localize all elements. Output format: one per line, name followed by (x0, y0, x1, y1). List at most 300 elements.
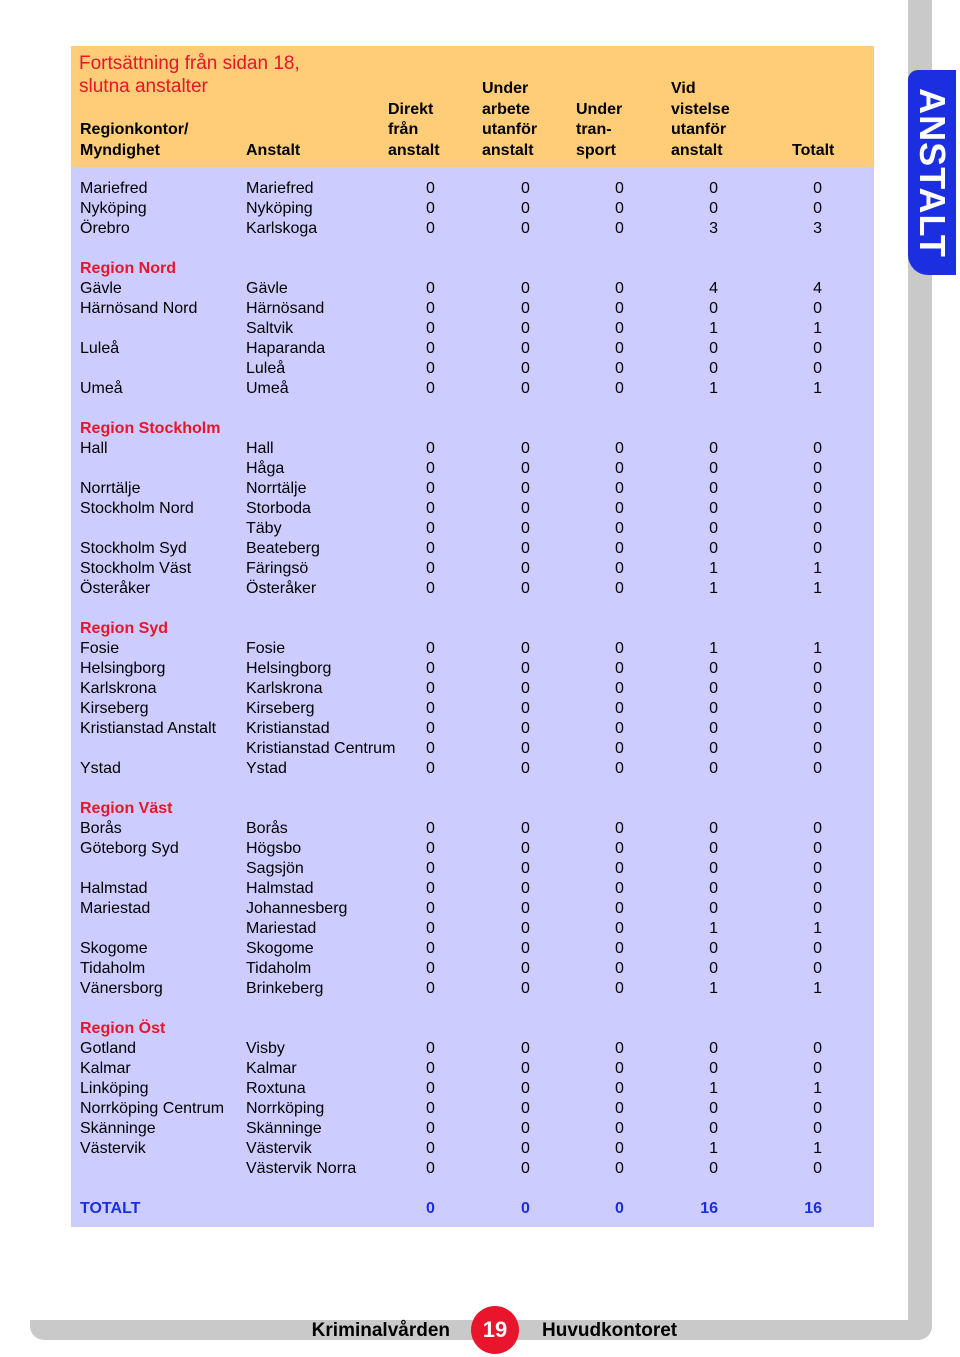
cell-value: 0 (426, 180, 435, 197)
cell-value: 0 (813, 340, 822, 357)
cell-value: 1 (709, 380, 718, 397)
section-tab-label: ANSTALT (912, 87, 954, 258)
table-row (71, 859, 874, 879)
table-row (71, 879, 874, 899)
section-tab (908, 70, 956, 275)
cell-value: 0 (709, 720, 718, 737)
cell-value: 0 (426, 340, 435, 357)
column-header-direct (388, 100, 440, 168)
cell-value: 0 (615, 1140, 624, 1157)
table-title-line1: Fortsättning från sidan 18, (79, 53, 300, 74)
cell-anstalt: Härnösand (246, 300, 325, 317)
table-title (79, 52, 300, 98)
cell-value: 0 (426, 940, 435, 957)
cell-value: 0 (521, 700, 530, 717)
footer-office: Huvudkontoret (542, 1320, 678, 1341)
table-row (71, 899, 874, 919)
cell-value: 0 (615, 640, 624, 657)
cell-anstalt: Brinkeberg (246, 980, 324, 997)
cell-anstalt: Storboda (246, 500, 311, 517)
cell-value: 0 (521, 920, 530, 937)
region-heading (71, 619, 874, 639)
cell-value: 0 (521, 200, 530, 217)
cell-value: 0 (813, 500, 822, 517)
total-row (71, 1199, 874, 1219)
cell-value: 0 (709, 1120, 718, 1137)
total-cell: 0 (521, 1200, 530, 1217)
row-spacer (71, 599, 874, 619)
cell-value: 0 (426, 680, 435, 697)
cell-region: Halmstad (80, 880, 148, 897)
cell-region: Helsingborg (80, 660, 166, 677)
cell-region: Kalmar (80, 1060, 131, 1077)
cell-value: 0 (813, 1160, 822, 1177)
cell-value: 1 (813, 380, 822, 397)
page-footer (0, 1306, 960, 1356)
cell-value: 0 (813, 480, 822, 497)
cell-anstalt: Håga (246, 460, 285, 477)
cell-value: 0 (813, 940, 822, 957)
cell-anstalt: Beateberg (246, 540, 320, 557)
cell-value: 0 (521, 1160, 530, 1177)
cell-region: Karlskrona (80, 680, 157, 697)
column-header-line: utanför (671, 121, 727, 138)
cell-value: 0 (709, 200, 718, 217)
row-spacer (71, 1179, 874, 1199)
cell-value: 0 (709, 1040, 718, 1057)
cell-value: 1 (813, 560, 822, 577)
cell-value: 4 (813, 280, 822, 297)
cell-value: 0 (615, 1060, 624, 1077)
region-heading (71, 799, 874, 819)
cell-value: 0 (426, 640, 435, 657)
cell-value: 0 (521, 1040, 530, 1057)
table-row (71, 199, 874, 219)
cell-value: 0 (813, 540, 822, 557)
cell-value: 0 (426, 1160, 435, 1177)
cell-value: 0 (521, 740, 530, 757)
cell-value: 0 (709, 760, 718, 777)
table-row (71, 1139, 874, 1159)
cell-value: 0 (709, 960, 718, 977)
cell-value: 3 (813, 220, 822, 237)
cell-value: 0 (426, 440, 435, 457)
cell-value: 0 (521, 660, 530, 677)
table-row (71, 699, 874, 719)
cell-anstalt: Hall (246, 440, 274, 457)
column-header-line: Totalt (792, 141, 835, 159)
cell-value: 1 (709, 640, 718, 657)
column-header-line: Myndighet (80, 141, 160, 159)
table-row (71, 659, 874, 679)
table-row (71, 939, 874, 959)
cell-region: Härnösand Nord (80, 300, 198, 317)
cell-anstalt: Österåker (246, 580, 317, 597)
cell-region: Luleå (80, 340, 120, 357)
region-heading-label: Region Nord (80, 260, 176, 277)
cell-value: 0 (426, 500, 435, 517)
cell-value: 0 (615, 540, 624, 557)
cell-value: 0 (426, 1060, 435, 1077)
footer-organization: Kriminalvården (311, 1320, 450, 1341)
cell-anstalt: Borås (246, 820, 288, 837)
table-row (71, 299, 874, 319)
column-header-line: anstalt (671, 141, 723, 159)
table-row (71, 459, 874, 479)
cell-value: 0 (615, 300, 624, 317)
cell-value: 0 (521, 1080, 530, 1097)
table-row (71, 979, 874, 999)
cell-anstalt: Norrtälje (246, 480, 307, 497)
cell-anstalt: Halmstad (246, 880, 314, 897)
cell-value: 0 (426, 360, 435, 377)
table-row (71, 359, 874, 379)
cell-value: 0 (426, 660, 435, 677)
cell-value: 0 (521, 540, 530, 557)
cell-value: 0 (426, 300, 435, 317)
cell-value: 1 (813, 1140, 822, 1157)
cell-value: 0 (709, 1060, 718, 1077)
region-heading (71, 419, 874, 439)
cell-value: 0 (813, 520, 822, 537)
cell-value: 0 (813, 860, 822, 877)
table-row (71, 179, 874, 199)
cell-region: Tidaholm (80, 960, 146, 977)
cell-value: 0 (521, 900, 530, 917)
cell-value: 0 (813, 1060, 822, 1077)
cell-value: 0 (615, 500, 624, 517)
cell-value: 0 (709, 820, 718, 837)
table-row (71, 219, 874, 239)
column-header-line: arbete (482, 100, 531, 118)
cell-region: Stockholm Väst (80, 560, 192, 577)
table-row (71, 679, 874, 699)
cell-value: 0 (615, 460, 624, 477)
cell-value: 1 (813, 920, 822, 937)
cell-value: 0 (709, 520, 718, 537)
column-header-line: vistelse (671, 100, 730, 118)
cell-value: 0 (615, 200, 624, 217)
cell-value: 1 (709, 1080, 718, 1097)
cell-value: 0 (426, 840, 435, 857)
cell-region: Kristianstad Anstalt (80, 720, 217, 737)
cell-region: Norrköping Centrum (80, 1100, 225, 1117)
cell-value: 0 (615, 920, 624, 937)
cell-value: 0 (615, 180, 624, 197)
cell-anstalt: Skogome (246, 940, 314, 957)
cell-value: 1 (709, 920, 718, 937)
column-header-anstalt (246, 141, 300, 168)
cell-value: 0 (813, 740, 822, 757)
cell-value: 0 (709, 460, 718, 477)
cell-value: 0 (813, 820, 822, 837)
cell-value: 0 (521, 860, 530, 877)
column-header-line: Under (576, 100, 623, 118)
table-body (71, 179, 874, 1219)
cell-value: 0 (521, 340, 530, 357)
table-row (71, 379, 874, 399)
cell-value: 0 (615, 980, 624, 997)
column-header-line: Under (482, 80, 529, 97)
cell-value: 0 (426, 860, 435, 877)
region-heading-label: Region Syd (80, 620, 169, 637)
cell-anstalt: Sagsjön (246, 860, 304, 877)
cell-value: 0 (615, 820, 624, 837)
cell-value: 0 (521, 440, 530, 457)
column-header-region (80, 120, 188, 167)
cell-value: 0 (521, 280, 530, 297)
total-label: TOTALT (80, 1200, 141, 1217)
cell-anstalt: Saltvik (246, 320, 294, 337)
cell-region: Borås (80, 820, 122, 837)
cell-value: 0 (709, 1160, 718, 1177)
cell-region: Linköping (80, 1080, 149, 1097)
cell-anstalt: Umeå (246, 380, 289, 397)
cell-value: 1 (813, 980, 822, 997)
cell-value: 0 (709, 940, 718, 957)
cell-value: 0 (521, 320, 530, 337)
column-header-line: sport (576, 141, 616, 159)
cell-value: 0 (615, 440, 624, 457)
cell-value: 0 (426, 740, 435, 757)
cell-region: Gävle (80, 280, 122, 297)
cell-value: 0 (709, 680, 718, 697)
cell-value: 0 (426, 200, 435, 217)
cell-value: 0 (813, 960, 822, 977)
cell-value: 0 (709, 880, 718, 897)
cell-value: 0 (709, 360, 718, 377)
cell-value: 0 (521, 980, 530, 997)
cell-anstalt: Mariestad (246, 920, 317, 937)
cell-region: Skogome (80, 940, 148, 957)
cell-region: Vänersborg (80, 980, 163, 997)
cell-anstalt: Kirseberg (246, 700, 315, 717)
column-header-line: Regionkontor/ (80, 121, 189, 138)
cell-value: 1 (709, 560, 718, 577)
cell-value: 0 (426, 280, 435, 297)
cell-value: 0 (709, 340, 718, 357)
cell-anstalt: Gävle (246, 280, 288, 297)
cell-value: 0 (521, 1140, 530, 1157)
cell-anstalt: Västervik (246, 1140, 312, 1157)
cell-value: 0 (615, 1100, 624, 1117)
cell-anstalt: Färingsö (246, 560, 309, 577)
region-heading-label: Region Öst (80, 1020, 166, 1037)
cell-value: 0 (709, 860, 718, 877)
cell-region: Stockholm Nord (80, 500, 194, 517)
cell-value: 0 (615, 940, 624, 957)
table-row (71, 1039, 874, 1059)
region-heading (71, 259, 874, 279)
cell-value: 0 (615, 1080, 624, 1097)
cell-value: 0 (426, 480, 435, 497)
cell-value: 4 (709, 280, 718, 297)
table-row (71, 1099, 874, 1119)
cell-region: Österåker (80, 580, 151, 597)
cell-value: 0 (521, 560, 530, 577)
cell-value: 0 (813, 760, 822, 777)
cell-anstalt: Luleå (246, 360, 286, 377)
table-row (71, 959, 874, 979)
cell-value: 1 (813, 640, 822, 657)
total-cell: 16 (804, 1200, 822, 1217)
page-number: 19 (471, 1306, 519, 1354)
cell-value: 0 (615, 1120, 624, 1137)
column-header-line: tran- (576, 121, 612, 138)
cell-value: 0 (615, 840, 624, 857)
cell-value: 0 (426, 980, 435, 997)
cell-value: 0 (615, 660, 624, 677)
cell-region: Umeå (80, 380, 123, 397)
total-cell: 16 (700, 1200, 718, 1217)
cell-anstalt: Ystad (246, 760, 287, 777)
cell-value: 0 (521, 480, 530, 497)
cell-anstalt: Roxtuna (246, 1080, 306, 1097)
cell-value: 0 (426, 380, 435, 397)
cell-value: 0 (813, 1100, 822, 1117)
cell-value: 0 (709, 440, 718, 457)
cell-value: 0 (813, 200, 822, 217)
cell-value: 0 (521, 960, 530, 977)
table-row (71, 919, 874, 939)
cell-anstalt: Visby (246, 1040, 285, 1057)
column-header-line: Anstalt (246, 141, 301, 159)
cell-anstalt: Kristianstad Centrum (246, 740, 396, 757)
cell-value: 0 (709, 480, 718, 497)
cell-value: 0 (426, 1120, 435, 1137)
cell-value: 0 (521, 840, 530, 857)
cell-value: 0 (521, 880, 530, 897)
cell-value: 0 (426, 580, 435, 597)
cell-value: 0 (615, 740, 624, 757)
total-cell: 0 (615, 1200, 624, 1217)
cell-value: 0 (426, 700, 435, 717)
cell-value: 1 (813, 320, 822, 337)
cell-region: Hall (80, 440, 108, 457)
table-row (71, 1159, 874, 1179)
row-spacer (71, 779, 874, 799)
cell-value: 0 (709, 300, 718, 317)
cell-value: 0 (521, 760, 530, 777)
column-header-line: utanför (482, 121, 538, 138)
cell-anstalt: Skänninge (246, 1120, 322, 1137)
column-header-line: Vid (671, 80, 696, 97)
table-row (71, 719, 874, 739)
table-row (71, 819, 874, 839)
cell-value: 0 (813, 1120, 822, 1137)
cell-value: 0 (426, 820, 435, 837)
cell-value: 0 (521, 940, 530, 957)
cell-value: 0 (521, 500, 530, 517)
table-row (71, 579, 874, 599)
cell-value: 0 (426, 320, 435, 337)
cell-value: 0 (521, 460, 530, 477)
cell-anstalt: Johannesberg (246, 900, 348, 917)
cell-anstalt: Norrköping (246, 1100, 325, 1117)
cell-value: 0 (709, 900, 718, 917)
table-row (71, 499, 874, 519)
row-spacer (71, 399, 874, 419)
cell-value: 0 (709, 840, 718, 857)
cell-anstalt: Helsingborg (246, 660, 332, 677)
cell-value: 0 (615, 560, 624, 577)
table-row (71, 559, 874, 579)
cell-value: 0 (813, 1040, 822, 1057)
cell-value: 0 (813, 720, 822, 737)
cell-value: 0 (426, 1140, 435, 1157)
cell-region: Norrtälje (80, 480, 141, 497)
cell-value: 0 (615, 1040, 624, 1057)
cell-value: 0 (813, 900, 822, 917)
table-row (71, 1119, 874, 1139)
cell-anstalt: Nyköping (246, 200, 313, 217)
cell-value: 0 (615, 220, 624, 237)
cell-region: Kirseberg (80, 700, 149, 717)
cell-value: 1 (709, 320, 718, 337)
cell-value: 0 (521, 300, 530, 317)
cell-region: Gotland (80, 1040, 137, 1057)
cell-value: 0 (709, 660, 718, 677)
cell-value: 0 (426, 540, 435, 557)
cell-value: 0 (615, 480, 624, 497)
cell-value: 0 (521, 680, 530, 697)
cell-value: 0 (615, 280, 624, 297)
cell-value: 0 (709, 700, 718, 717)
cell-value: 0 (521, 520, 530, 537)
column-header-work (482, 79, 537, 167)
cell-value: 0 (426, 220, 435, 237)
cell-anstalt: Fosie (246, 640, 286, 657)
cell-value: 0 (426, 1080, 435, 1097)
cell-value: 0 (813, 660, 822, 677)
cell-anstalt: Kalmar (246, 1060, 297, 1077)
table-row (71, 759, 874, 779)
cell-region: Skänninge (80, 1120, 156, 1137)
cell-value: 0 (709, 180, 718, 197)
cell-anstalt: Tidaholm (246, 960, 312, 977)
cell-value: 1 (813, 1080, 822, 1097)
cell-value: 0 (813, 880, 822, 897)
table-row (71, 1079, 874, 1099)
cell-region: Nyköping (80, 200, 147, 217)
cell-value: 0 (615, 580, 624, 597)
table-row (71, 839, 874, 859)
cell-value: 0 (615, 960, 624, 977)
row-spacer (71, 239, 874, 259)
cell-anstalt: Haparanda (246, 340, 326, 357)
total-cell: 0 (426, 1200, 435, 1217)
cell-anstalt: Västervik Norra (246, 1160, 357, 1177)
cell-region: Mariefred (80, 180, 148, 197)
column-header-visit (671, 79, 730, 167)
cell-value: 0 (426, 520, 435, 537)
cell-value: 0 (615, 900, 624, 917)
cell-value: 0 (813, 300, 822, 317)
cell-value: 0 (813, 700, 822, 717)
cell-value: 0 (615, 340, 624, 357)
cell-value: 0 (426, 460, 435, 477)
cell-value: 0 (615, 880, 624, 897)
cell-anstalt: Karlskrona (246, 680, 323, 697)
cell-region: Fosie (80, 640, 120, 657)
table-row (71, 339, 874, 359)
cell-value: 0 (615, 520, 624, 537)
cell-anstalt: Täby (246, 520, 282, 537)
cell-anstalt: Högsbo (246, 840, 302, 857)
cell-anstalt: Kristianstad (246, 720, 330, 737)
cell-region: Göteborg Syd (80, 840, 179, 857)
cell-value: 1 (813, 580, 822, 597)
